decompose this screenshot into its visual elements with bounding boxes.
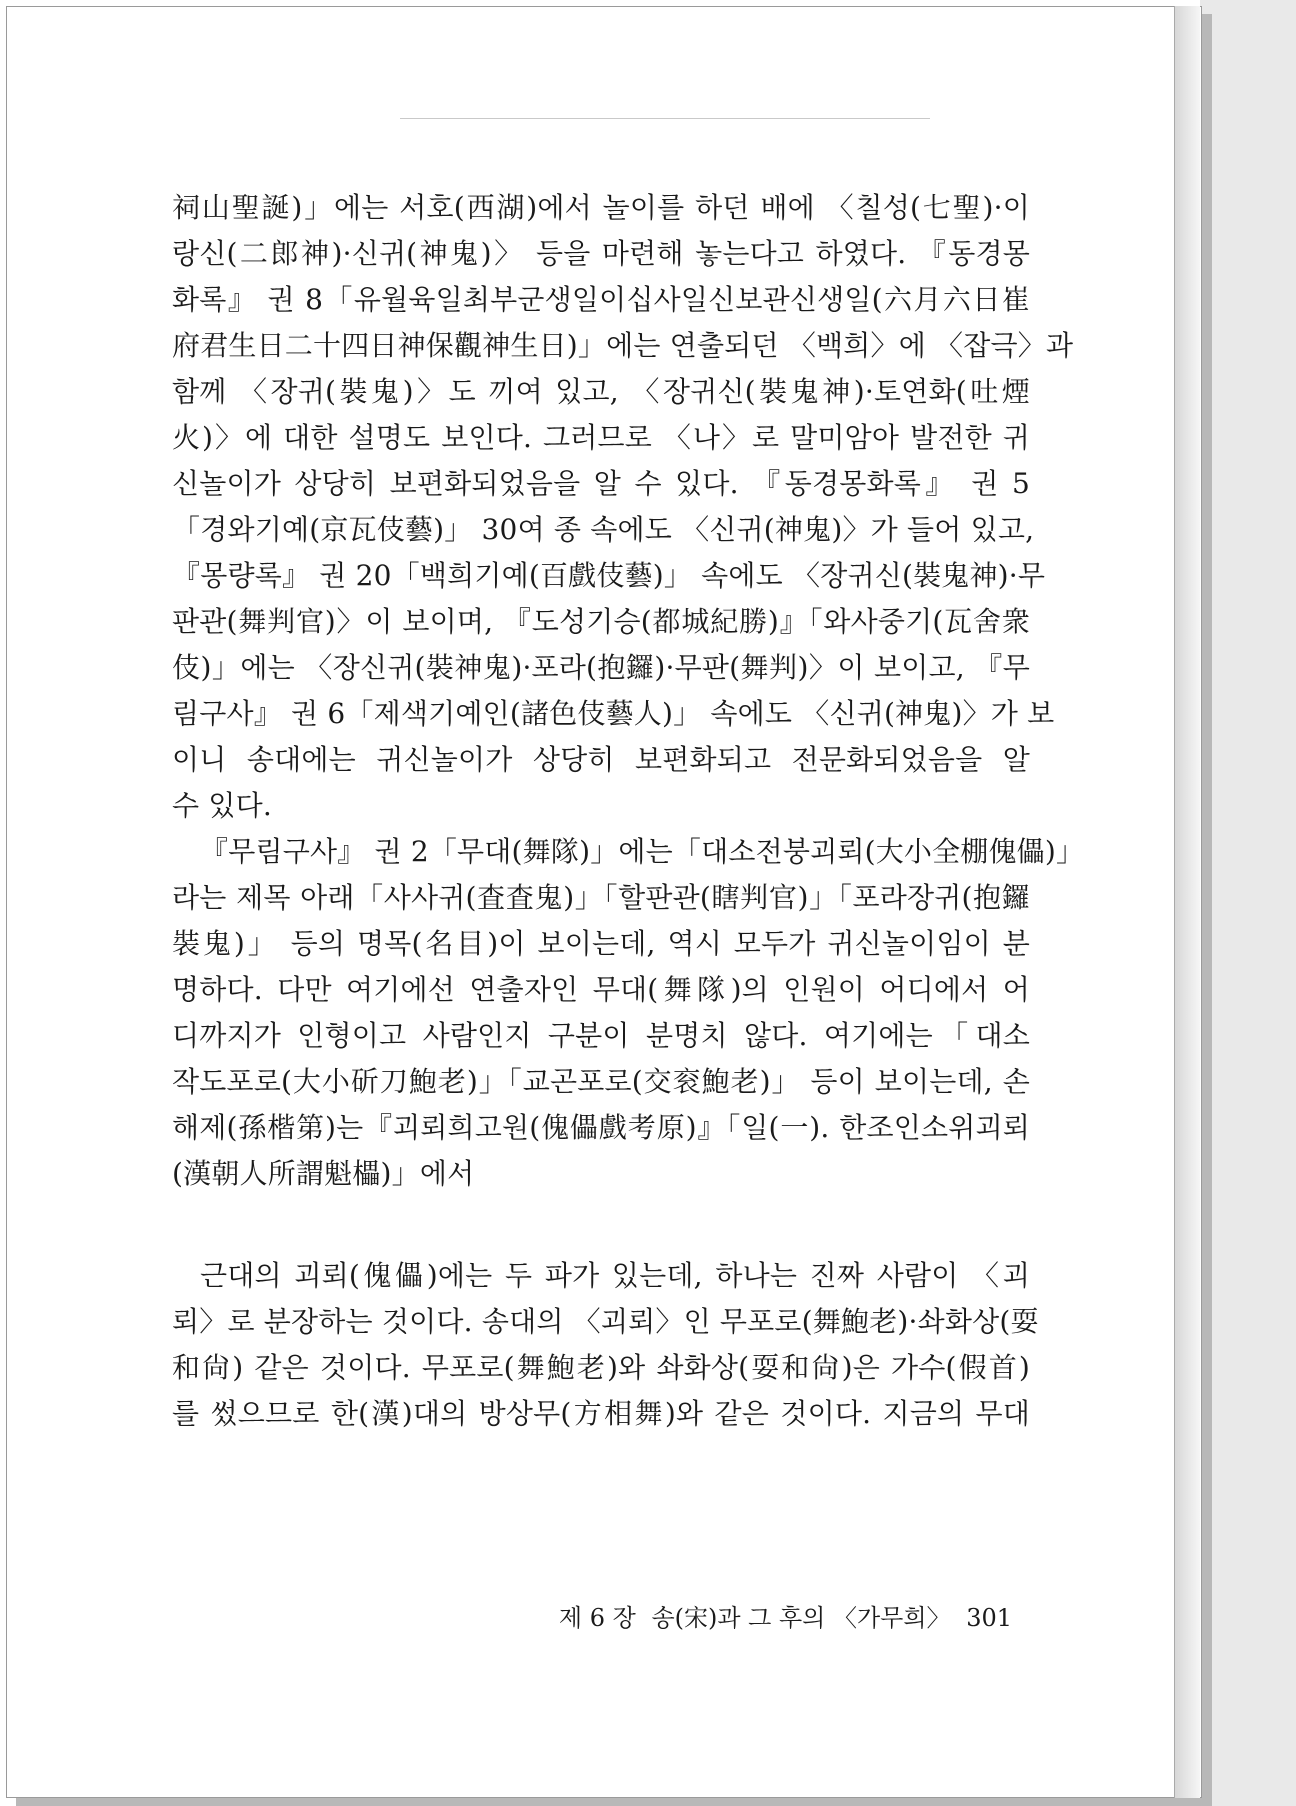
text-line: 함께 〈장귀(裝鬼)〉도 끼여 있고, 〈장귀신(裝鬼神)·토연화(吐煙 (172, 375, 1030, 408)
text-line: 화록』 권 8「유월육일최부군생일이십사일신보관신생일(六月六日崔 (172, 283, 1030, 316)
text-line: 裝鬼)」 등의 명목(名目)이 보이는데, 역시 모두가 귀신놀이임이 분 (172, 927, 1030, 960)
paragraph-1 (172, 185, 1074, 829)
text-line: 祠山聖誕)」에는 서호(西湖)에서 놀이를 하던 배에 〈칠성(七聖)·이 (172, 191, 1030, 224)
text-line: 신놀이가 상당히 보편화되었음을 알 수 있다. 『동경몽화록』 권 5 (172, 467, 1030, 500)
paragraph-gap (172, 1197, 1030, 1253)
chapter-title: 송(宋)과 그 후의 〈가무희〉 (651, 1604, 951, 1632)
text-line: 림구사』 권 6「제색기예인(諸色伎藝人)」 속에도 〈신귀(神鬼)〉가 보 (172, 697, 1055, 730)
paragraph-2 (172, 829, 1085, 1197)
text-line: (漢朝人所謂魁櫑)」에서 (172, 1157, 475, 1190)
page-number: 301 (966, 1604, 1012, 1632)
text-line: 명하다. 다만 여기에선 연출자인 무대(舞隊)의 인원이 어디에서 어 (172, 973, 1030, 1006)
page-footer (512, 1598, 1012, 1633)
text-line: 판관(舞判官)〉이 보이며, 『도성기승(都城紀勝)』「와사중기(瓦舍衆 (172, 605, 1030, 638)
quote-line: 뢰〉로 분장하는 것이다. 송대의 〈괴뢰〉인 무포로(舞鮑老)·솨화상(耍 (172, 1305, 1039, 1338)
page-edge-background (1200, 0, 1296, 1806)
text-line: 디까지가 인형이고 사람인지 구분이 분명치 않다. 여기에는「대소 (172, 1019, 1030, 1052)
text-line: 府君生日二十四日神保觀神生日)」에는 연출되던 〈백희〉에 〈잡극〉과 (172, 329, 1074, 362)
top-faint-rule (400, 118, 930, 119)
chapter-label: 제 6 장 (558, 1604, 636, 1632)
page-fold-shadow (1174, 6, 1200, 1798)
text-line: 『몽량록』 권 20「백희기예(百戲伎藝)」 속에도 〈장귀신(裝鬼神)·무 (172, 559, 1046, 592)
body-text (172, 185, 1085, 1437)
quotation-block (172, 1253, 1039, 1437)
text-line: 火)〉에 대한 설명도 보인다. 그러므로 〈나〉로 말미암아 발전한 귀 (172, 421, 1030, 454)
text-line: 이니 송대에는 귀신놀이가 상당히 보편화되고 전문화되었음을 알 (172, 743, 1030, 776)
text-line: 랑신(二郎神)·신귀(神鬼)〉 등을 마련해 놓는다고 하였다. 『동경몽 (172, 237, 1030, 270)
quote-line: 근대의 괴뢰(傀儡)에는 두 파가 있는데, 하나는 진짜 사람이 〈괴 (200, 1259, 1030, 1292)
quote-line: 和尙) 같은 것이다. 무포로(舞鮑老)와 솨화상(耍和尙)은 가수(假首) (172, 1351, 1030, 1384)
text-line: 수 있다. (172, 789, 272, 822)
text-line: 『무림구사』 권 2「무대(舞隊)」에는「대소전붕괴뢰(大小全棚傀儡)」 (200, 835, 1085, 868)
text-line: 작도포로(大小斫刀鮑老)」「교곤포로(交衮鮑老)」 등이 보이는데, 손 (172, 1065, 1030, 1098)
quote-line: 를 썼으므로 한(漢)대의 방상무(方相舞)와 같은 것이다. 지금의 무대 (172, 1397, 1030, 1430)
text-line: 伎)」에는 〈장신귀(裝神鬼)·포라(抱鑼)·무판(舞判)〉이 보이고, 『무 (172, 651, 1030, 684)
text-line: 해제(孫楷第)는『괴뢰희고원(傀儡戲考原)』「일(一). 한조인소위괴뢰 (172, 1111, 1030, 1144)
text-line: 라는 제목 아래「사사귀(査査鬼)」「할판관(瞎判官)」「포라장귀(抱鑼 (172, 881, 1030, 914)
text-line: 「경와기예(京瓦伎藝)」 30여 종 속에도 〈신귀(神鬼)〉가 들어 있고, (172, 513, 1035, 546)
